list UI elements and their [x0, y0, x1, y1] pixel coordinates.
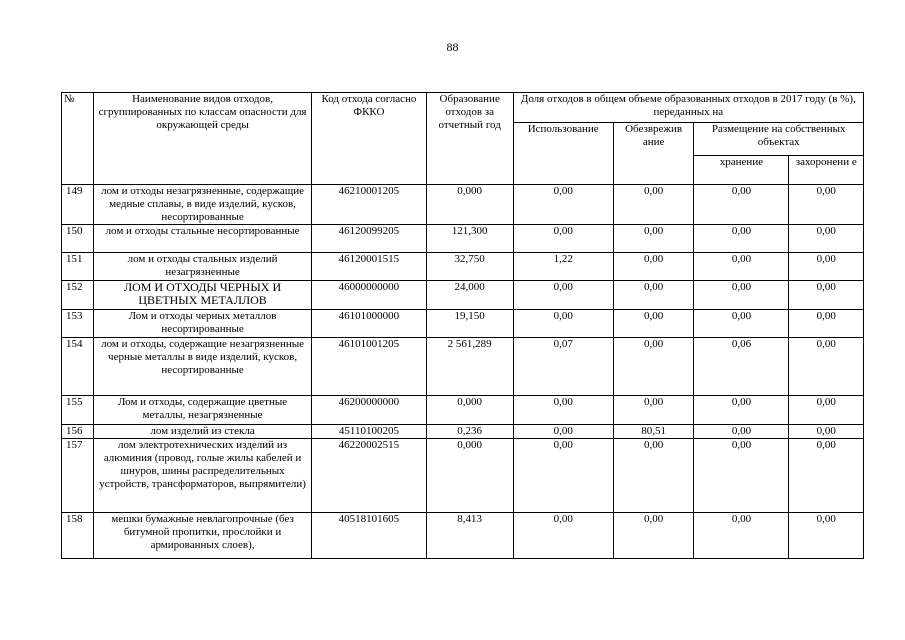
cell-formed: 2 561,289	[426, 338, 513, 396]
cell-storage: 0,00	[694, 310, 789, 338]
header-share: Доля отходов в общем объеме образованных отходов в 2017 году (в %), переданных на	[513, 93, 863, 123]
cell-num: 155	[62, 396, 94, 425]
cell-name: лом и отходы стальных изделий незагрязненные	[94, 253, 312, 281]
cell-storage: 0,00	[694, 281, 789, 310]
cell-formed: 121,300	[426, 225, 513, 253]
cell-code: 46000000000	[312, 281, 427, 310]
cell-storage: 0,00	[694, 185, 789, 225]
cell-formed: 0,000	[426, 396, 513, 425]
cell-use: 0,00	[513, 310, 613, 338]
cell-burial: 0,00	[789, 338, 864, 396]
cell-name: лом и отходы, содержащие незагрязненные черные металлы в виде изделий, кусков, несортированные	[94, 338, 312, 396]
cell-code: 45110100205	[312, 425, 427, 439]
table-row	[62, 185, 864, 225]
cell-burial: 0,00	[789, 281, 864, 310]
header-use: Использование	[513, 123, 613, 185]
header-storage: хранение	[694, 156, 789, 185]
cell-formed: 24,000	[426, 281, 513, 310]
cell-formed: 0,000	[426, 185, 513, 225]
cell-burial: 0,00	[789, 513, 864, 559]
cell-name: лом электротехнических изделий из алюминия (провод, голые жилы кабелей и шнуров, шины распределительных устройств, трансформаторов, выпрямители)	[94, 439, 312, 513]
cell-formed: 0,236	[426, 425, 513, 439]
cell-burial: 0,00	[789, 185, 864, 225]
table-row	[62, 338, 864, 396]
cell-use: 0,00	[513, 396, 613, 425]
table-header	[62, 93, 864, 185]
waste-table	[61, 92, 864, 559]
cell-num: 151	[62, 253, 94, 281]
cell-use: 0,00	[513, 225, 613, 253]
table-row	[62, 513, 864, 559]
cell-storage: 0,00	[694, 396, 789, 425]
cell-neutralization: 0,00	[613, 253, 694, 281]
cell-name: Лом и отходы, содержащие цветные металлы, незагрязненные	[94, 396, 312, 425]
cell-neutralization: 80,51	[613, 425, 694, 439]
header-num: №	[62, 93, 94, 185]
table-row	[62, 225, 864, 253]
cell-name: Лом и отходы черных металлов несортированные	[94, 310, 312, 338]
cell-neutralization: 0,00	[613, 281, 694, 310]
cell-burial: 0,00	[789, 425, 864, 439]
cell-use: 1,22	[513, 253, 613, 281]
cell-code: 46210001205	[312, 185, 427, 225]
table-row	[62, 281, 864, 310]
cell-code: 40518101605	[312, 513, 427, 559]
cell-num: 152	[62, 281, 94, 310]
cell-use: 0,07	[513, 338, 613, 396]
table-row	[62, 396, 864, 425]
cell-name: лом и отходы незагрязненные, содержащие медные сплавы, в виде изделий, кусков, несортированные	[94, 185, 312, 225]
cell-storage: 0,00	[694, 439, 789, 513]
cell-formed: 19,150	[426, 310, 513, 338]
cell-use: 0,00	[513, 513, 613, 559]
cell-formed: 8,413	[426, 513, 513, 559]
cell-formed: 0,000	[426, 439, 513, 513]
table-row	[62, 253, 864, 281]
cell-neutralization: 0,00	[613, 338, 694, 396]
page-number: 88	[446, 40, 459, 54]
cell-code: 46120001515	[312, 253, 427, 281]
cell-use: 0,00	[513, 439, 613, 513]
cell-storage: 0,00	[694, 225, 789, 253]
header-neutralization: Обезврежив ание	[613, 123, 694, 185]
cell-storage: 0,00	[694, 253, 789, 281]
cell-code: 46120099205	[312, 225, 427, 253]
cell-use: 0,00	[513, 281, 613, 310]
table-row	[62, 425, 864, 439]
cell-name: мешки бумажные невлагопрочные (без битумной пропитки, прослойки и армированных слоев),	[94, 513, 312, 559]
cell-burial: 0,00	[789, 253, 864, 281]
table-body	[62, 185, 864, 559]
cell-formed: 32,750	[426, 253, 513, 281]
cell-storage: 0,00	[694, 425, 789, 439]
cell-neutralization: 0,00	[613, 185, 694, 225]
cell-name: лом изделий из стекла	[94, 425, 312, 439]
cell-burial: 0,00	[789, 396, 864, 425]
header-code: Код отхода согласно ФККО	[312, 93, 427, 185]
cell-name: ЛОМ И ОТХОДЫ ЧЕРНЫХ И ЦВЕТНЫХ МЕТАЛЛОВ	[94, 281, 312, 310]
cell-neutralization: 0,00	[613, 225, 694, 253]
cell-code: 46220002515	[312, 439, 427, 513]
cell-code: 46101000000	[312, 310, 427, 338]
cell-burial: 0,00	[789, 225, 864, 253]
cell-num: 153	[62, 310, 94, 338]
cell-num: 149	[62, 185, 94, 225]
cell-num: 157	[62, 439, 94, 513]
cell-neutralization: 0,00	[613, 513, 694, 559]
cell-num: 156	[62, 425, 94, 439]
table-row	[62, 310, 864, 338]
cell-storage: 0,00	[694, 513, 789, 559]
cell-num: 158	[62, 513, 94, 559]
cell-use: 0,00	[513, 185, 613, 225]
cell-storage: 0,06	[694, 338, 789, 396]
table-row	[62, 439, 864, 513]
cell-neutralization: 0,00	[613, 396, 694, 425]
header-formed: Образование отходов за отчетный год	[426, 93, 513, 185]
cell-name: лом и отходы стальные несортированные	[94, 225, 312, 253]
header-name: Наименование видов отходов, сгруппированных по классам опасности для окружающей среды	[94, 93, 312, 185]
cell-num: 150	[62, 225, 94, 253]
cell-burial: 0,00	[789, 439, 864, 513]
cell-code: 46101001205	[312, 338, 427, 396]
cell-use: 0,00	[513, 425, 613, 439]
header-burial: захоронени е	[789, 156, 864, 185]
cell-code: 46200000000	[312, 396, 427, 425]
cell-num: 154	[62, 338, 94, 396]
cell-neutralization: 0,00	[613, 439, 694, 513]
cell-burial: 0,00	[789, 310, 864, 338]
header-placement: Размещение на собственных объектах	[694, 123, 864, 156]
cell-neutralization: 0,00	[613, 310, 694, 338]
